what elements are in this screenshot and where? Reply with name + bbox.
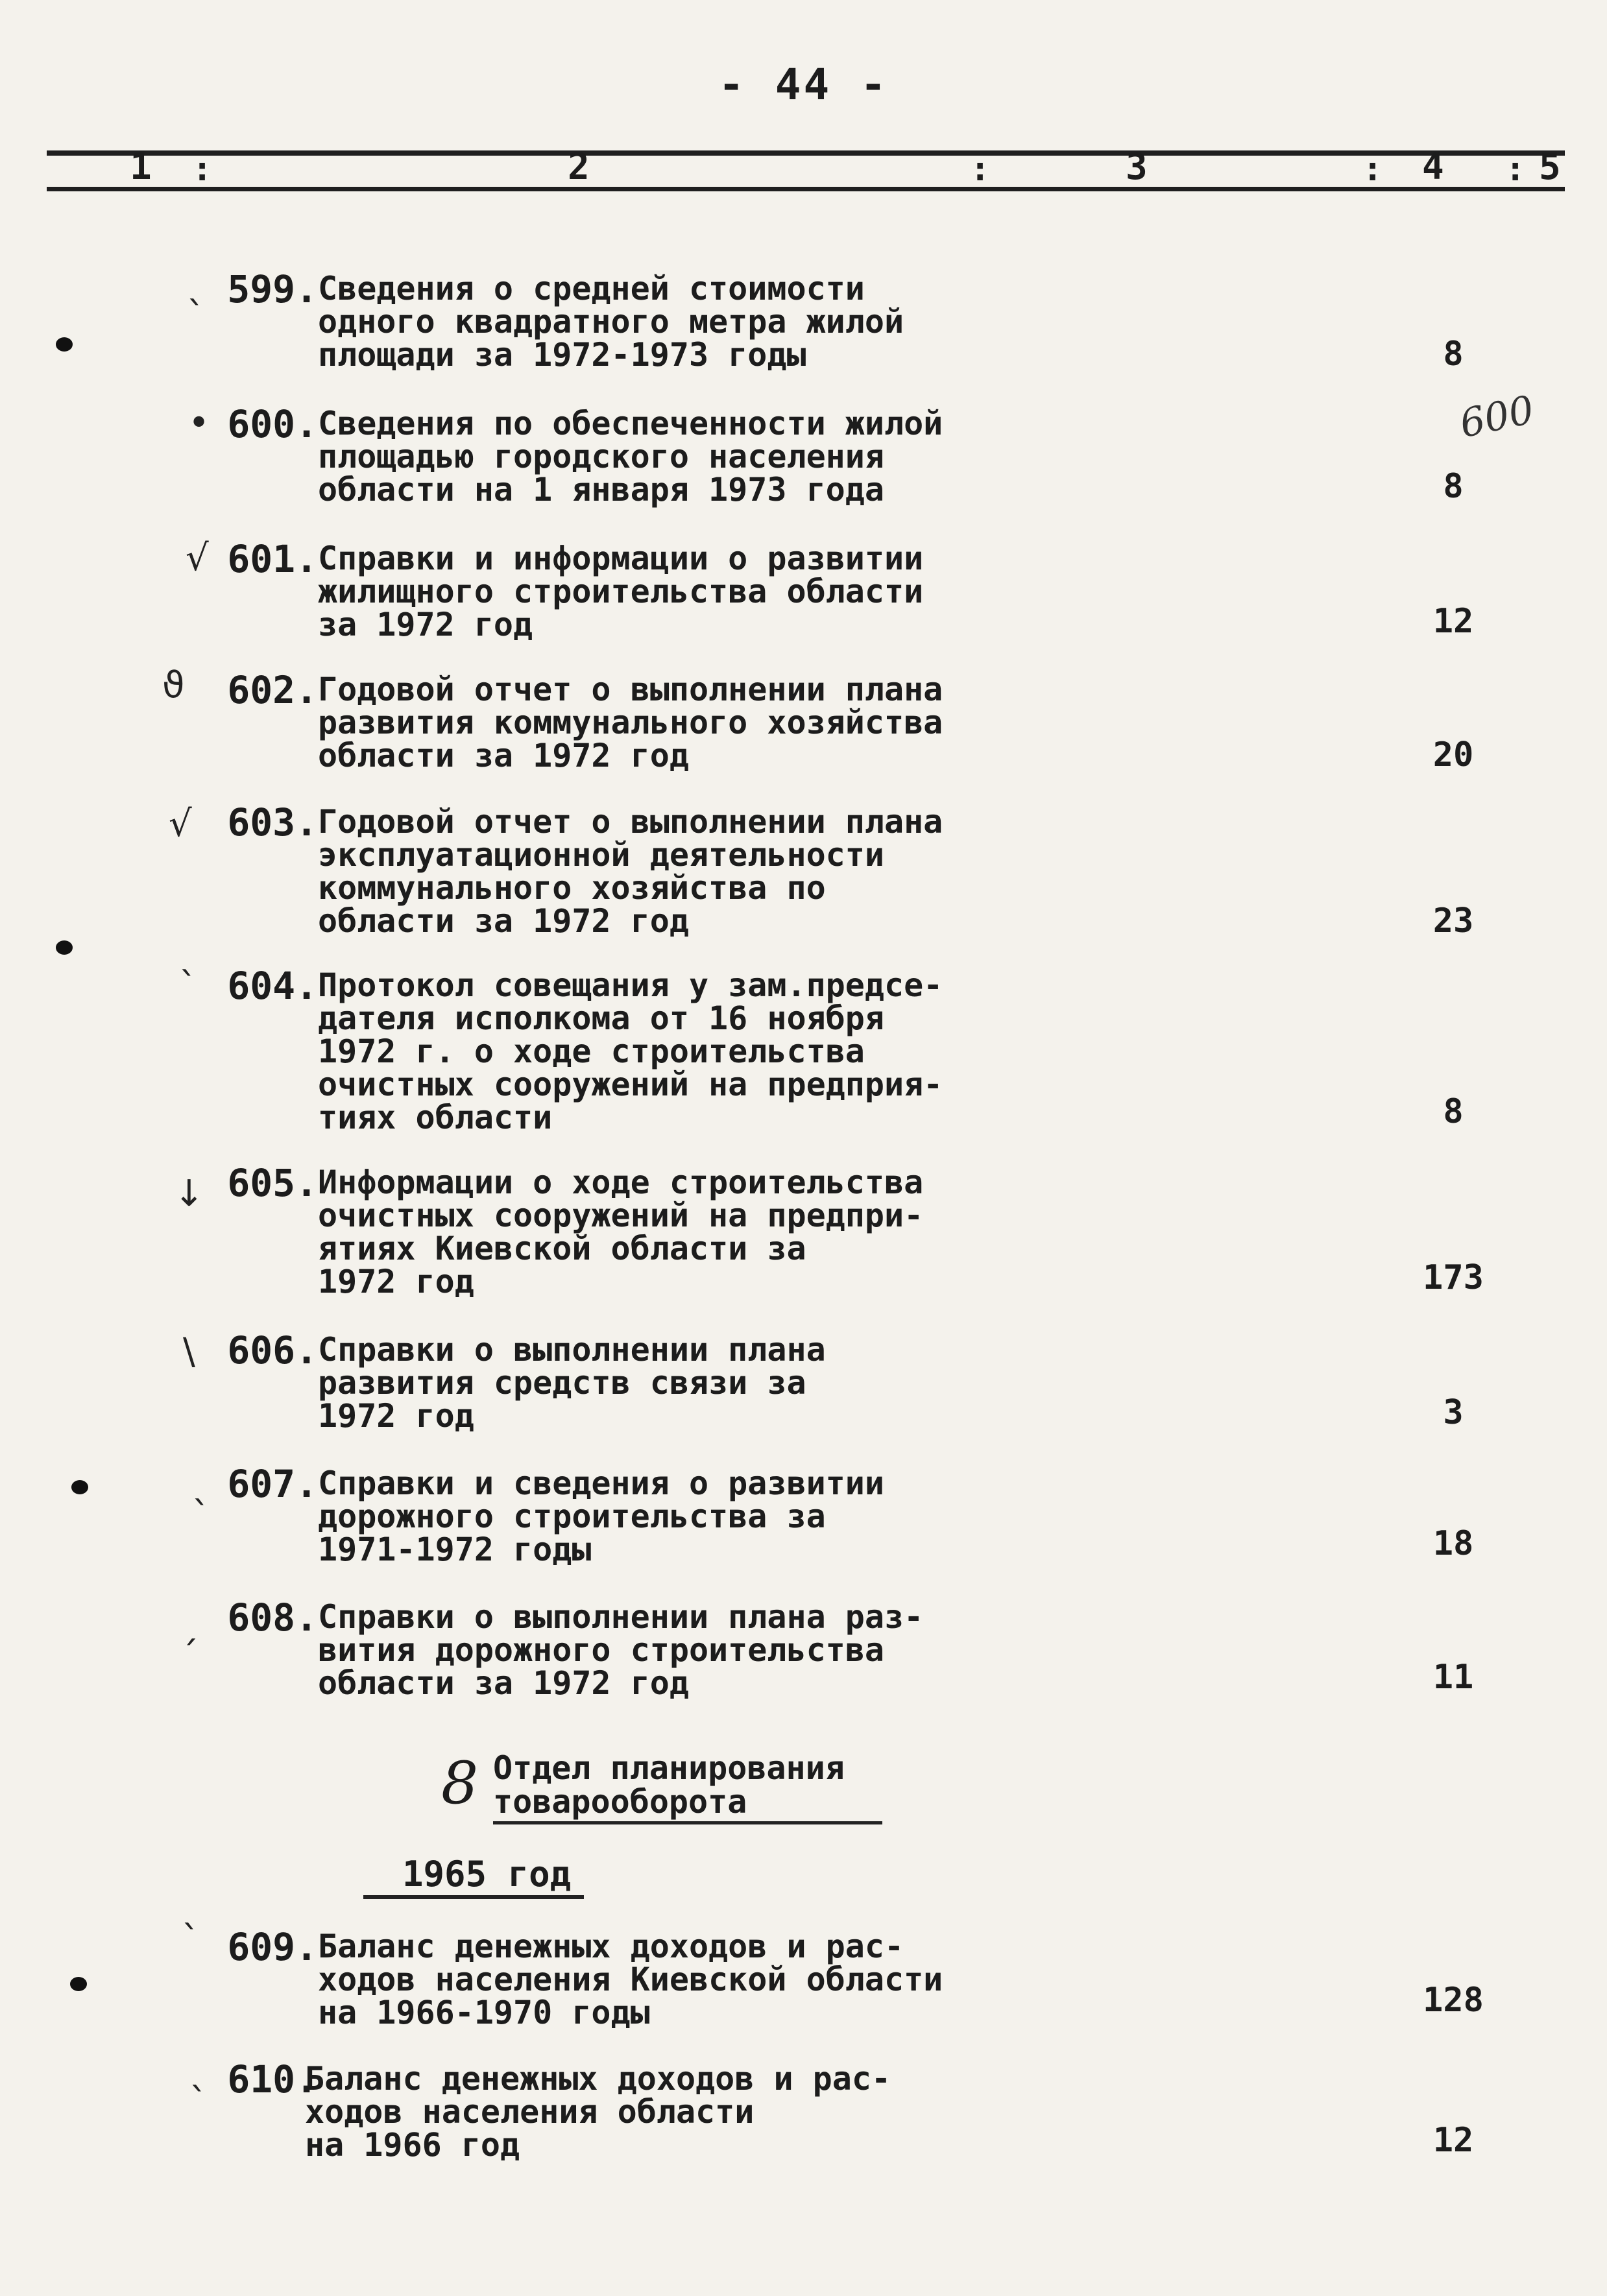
checkmark-icon: \ <box>183 1331 195 1373</box>
entry-sheets: 3 <box>1443 1393 1464 1432</box>
column-separator: : <box>970 150 991 189</box>
entry-sheets: 12 <box>1432 602 1474 641</box>
entry-description: Информации о ходе строительства очистных сооружений на предпри- ятиях Киевской области за 1972 год <box>318 1164 924 1300</box>
tick-mark-icon: ˏ <box>180 1603 199 1645</box>
entry-description: Сведения по обеспеченности жилой площадью городского населения области на 1 января 1973 года <box>318 405 943 508</box>
entry-sheets: 8 <box>1443 467 1464 506</box>
entry-number: 603. <box>227 800 318 844</box>
tick-mark-icon: ˎ <box>189 2050 208 2092</box>
entry-sheets: 128 <box>1423 1981 1484 2020</box>
column-separator: : <box>1362 150 1383 189</box>
column-header-3: 3 <box>1126 146 1148 188</box>
entry-number: 608. <box>227 1596 318 1640</box>
page-number: - 44 - <box>718 60 889 110</box>
entry-description: Баланс денежных доходов и рас- ходов населения области на 1966 год <box>305 2060 891 2164</box>
column-header-1: 1 <box>130 146 152 188</box>
entry-description: Годовой отчет о выполнении плана развития коммунального хозяйства области за 1972 год <box>318 671 943 774</box>
entry-description: Справки и информации о развитии жилищного строительства области за 1972 год <box>318 540 924 643</box>
checkmark-icon: ˎ <box>187 263 205 305</box>
binder-hole-mark <box>70 1977 87 1991</box>
entry-description: Сведения о средней стоимости одного квадратного метра жилой площади за 1972-1973 годы <box>318 270 904 374</box>
entry-sheets: 173 <box>1423 1258 1484 1297</box>
column-header-4: 4 <box>1422 146 1444 188</box>
entry-number: 610. <box>227 2057 318 2101</box>
column-header-5: 5 <box>1539 146 1561 188</box>
entry-sheets: 8 <box>1443 1092 1464 1131</box>
checkmark-icon: √ <box>169 803 192 845</box>
binder-hole-mark <box>56 337 73 352</box>
entry-number: 599. <box>227 267 318 311</box>
entry-sheets: 20 <box>1432 735 1474 774</box>
column-header-2: 2 <box>568 146 590 188</box>
margin-note: 600 <box>1455 387 1538 448</box>
entry-description: Справки о выполнении плана развития средств связи за 1972 год <box>318 1331 826 1435</box>
entry-description: Справки о выполнении плана раз- вития дорожного строительства области за 1972 год <box>318 1598 924 1702</box>
tick-mark-icon: ˋ <box>182 1919 200 1961</box>
entry-number: 601. <box>227 537 318 581</box>
header-rule-top <box>47 150 1565 156</box>
header-rule-bottom <box>47 187 1565 191</box>
entry-sheets: 23 <box>1432 902 1474 940</box>
year-underline <box>363 1895 584 1899</box>
entry-sheets: 8 <box>1443 335 1464 374</box>
column-separator: : <box>192 150 213 189</box>
tick-mark-icon: ˋ <box>179 965 197 1007</box>
entry-sheets: 12 <box>1432 2121 1474 2160</box>
entry-number: 607. <box>227 1462 318 1506</box>
entry-number: 604. <box>227 964 318 1008</box>
tick-mark-icon: ˎ <box>192 1463 210 1505</box>
entry-number: 602. <box>227 668 318 712</box>
entry-number: 600. <box>227 402 318 446</box>
entry-description: Протокол совещания у зам.предсе- дателя исполкома от 16 ноября 1972 г. о ходе строительства очистных сооружений на предприя- тиях области <box>318 966 943 1136</box>
entry-number: 605. <box>227 1161 318 1205</box>
year-heading: 1965 год <box>402 1854 572 1895</box>
tick-mark-icon: • <box>188 402 210 444</box>
entry-description: Справки и сведения о развитии дорожного строительства за 1971-1972 годы <box>318 1465 884 1568</box>
entry-sheets: 11 <box>1432 1658 1474 1697</box>
column-separator: : <box>1505 150 1526 189</box>
checkmark-icon: √ <box>186 537 209 579</box>
checkmark-icon: ϑ <box>162 664 185 706</box>
section-heading: Отдел планирования товарооборота <box>493 1749 845 1821</box>
section-underline <box>493 1821 882 1824</box>
binder-hole-mark <box>71 1480 88 1494</box>
entry-number: 606. <box>227 1328 318 1372</box>
section-number: 8 <box>441 1749 479 1817</box>
entry-description: Баланс денежных доходов и рас- ходов населения Киевской области на 1966-1970 годы <box>318 1928 943 2031</box>
tick-mark-icon: ↓ <box>174 1173 204 1215</box>
entry-description: Годовой отчет о выполнении плана эксплуатационной деятельности коммунального хозяйства по области за 1972 год <box>318 803 943 940</box>
entry-number: 609. <box>227 1925 318 1969</box>
binder-hole-mark <box>56 940 73 955</box>
entry-sheets: 18 <box>1432 1524 1474 1563</box>
